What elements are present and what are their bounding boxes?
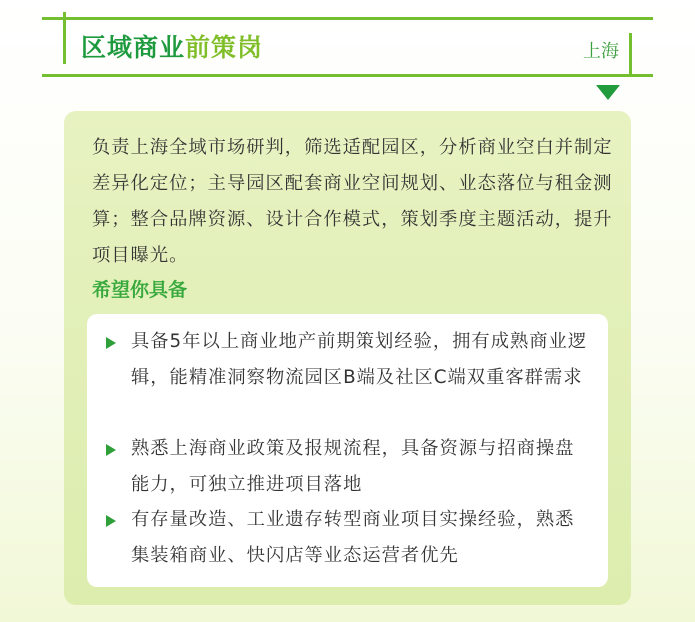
header-bottom-line — [42, 74, 653, 77]
triangle-down-icon — [596, 85, 620, 100]
requirement-item — [106, 431, 591, 503]
requirement-item — [106, 324, 591, 396]
triangle-right-icon — [106, 444, 116, 456]
city-label: 上海 — [583, 41, 619, 62]
triangle-right-icon — [106, 515, 116, 527]
requirement-text: 具备5年以上商业地产前期策划经验，拥有成熟商业逻辑，能精准洞察物流园区B端及社区C端双重客群需求 — [131, 331, 588, 388]
requirement-text: 有存量改造、工业遗存转型商业项目实操经验，熟悉集装箱商业、快闪店等业态运营者优先 — [131, 509, 575, 566]
header-right-accent-bar — [629, 33, 632, 75]
job-description: 负责上海全域市场研判，筛选适配园区，分析商业空白并制定差异化定位；主导园区配套商业空间规划、业态落位与租金测算；整合品牌资源、设计合作模式，策划季度主题活动，提升项目曝光。 — [92, 137, 613, 266]
header-left-accent-bar — [63, 12, 66, 64]
triangle-right-icon — [106, 337, 116, 349]
requirement-item — [106, 502, 591, 574]
title-part1: 区域商业 — [81, 33, 186, 62]
requirements-title: 希望你具备 — [92, 279, 188, 301]
page-title — [81, 28, 263, 64]
header-top-line — [42, 17, 653, 20]
requirement-text: 熟悉上海商业政策及报规流程，具备资源与招商操盘能力，可独立推进项目落地 — [131, 438, 575, 495]
title-part2: 前策岗 — [185, 33, 264, 62]
